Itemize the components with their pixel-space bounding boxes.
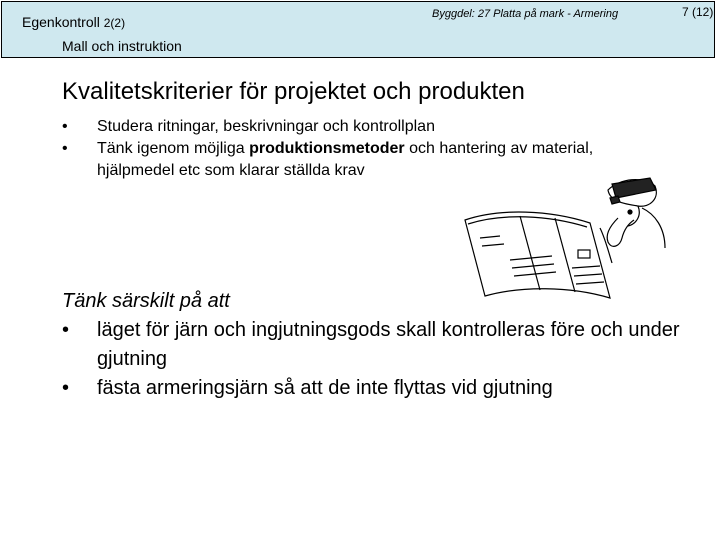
header-subtitle: Mall och instruktion bbox=[62, 38, 182, 54]
bullet: • bbox=[62, 118, 68, 135]
bullet: • bbox=[62, 377, 70, 399]
list-item-text-pre: Tänk igenom möjliga bbox=[97, 140, 250, 157]
header-title-text: Egenkontroll bbox=[22, 14, 100, 30]
page-title: Kvalitetskriterier för projektet och produkten bbox=[62, 78, 525, 105]
list-item bbox=[62, 316, 682, 374]
list-item bbox=[62, 116, 662, 138]
header-title bbox=[22, 14, 125, 30]
list-item-text: Studera ritningar, beskrivningar och kontrollplan bbox=[97, 118, 435, 135]
special-notes bbox=[62, 287, 682, 403]
bullet: • bbox=[62, 319, 70, 341]
list-item-text: fästa armeringsjärn så att de inte flyttas vid gjutning bbox=[97, 377, 553, 399]
section-lead: Tänk särskilt på att bbox=[62, 290, 230, 312]
list-item-text-bold: produktionsmetoder bbox=[249, 140, 405, 157]
header-box bbox=[1, 1, 715, 58]
list-item-text-post: och hantering av material, hjälpmedel etc som klarar ställda krav bbox=[97, 140, 594, 179]
header-byggdel: Byggdel: 27 Platta på mark - Armering bbox=[432, 8, 619, 20]
list-item bbox=[62, 374, 682, 403]
page-number: 7 (12) bbox=[682, 5, 714, 19]
list-item-text: läget för järn och ingjutningsgods skall kontrolleras före och under gjutning bbox=[97, 319, 680, 370]
header-title-suffix: 2(2) bbox=[103, 16, 126, 30]
bullet: • bbox=[62, 140, 68, 157]
